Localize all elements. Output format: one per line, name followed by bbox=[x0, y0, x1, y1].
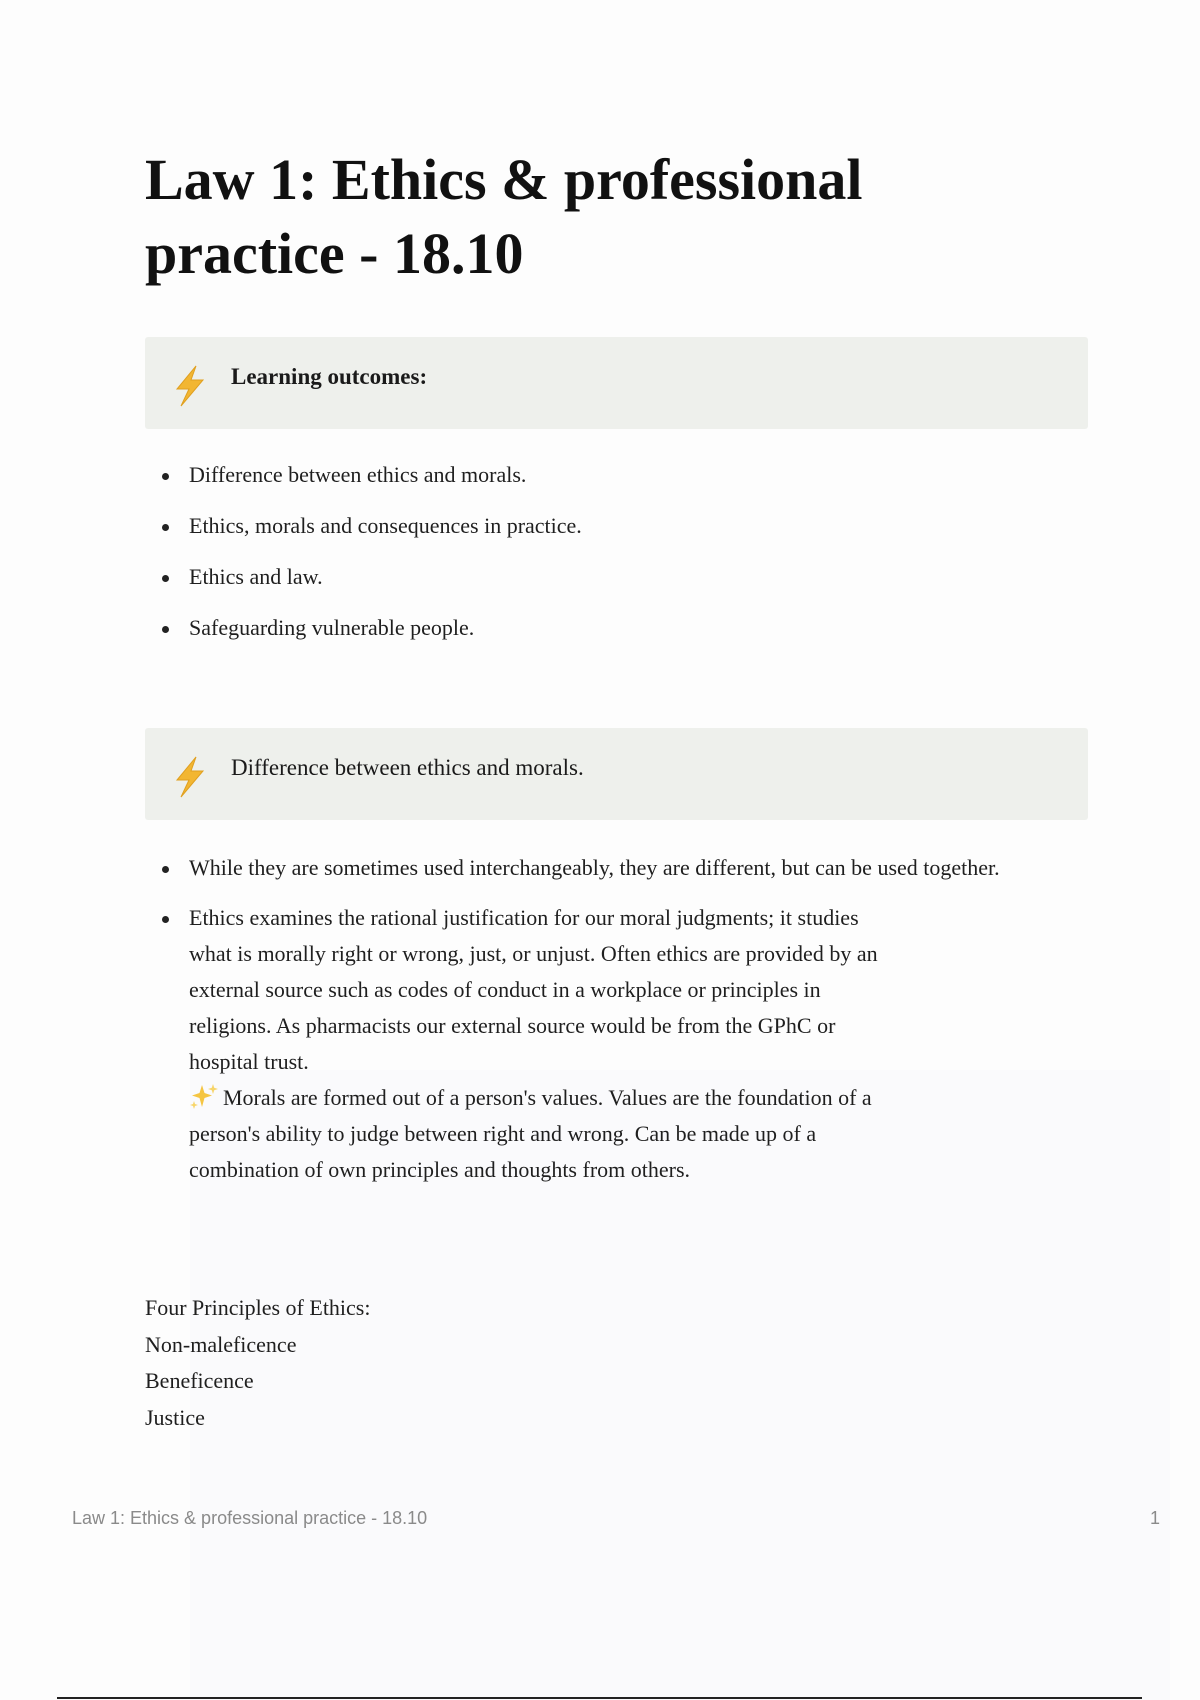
callout-heading: Difference between ethics and morals. bbox=[231, 755, 584, 780]
list-item: Difference between ethics and morals. bbox=[145, 457, 1105, 493]
principle-item: Non-maleficence bbox=[145, 1331, 297, 1357]
sparkles-icon bbox=[189, 1082, 219, 1110]
footer-title: Law 1: Ethics & professional practice - 18.10 bbox=[72, 1508, 428, 1528]
text-line: Ethics examines the rational justification for our moral judgments; it studies bbox=[189, 905, 859, 930]
list-item-text: While they are sometimes used interchangeably, they are different, but can be used together. bbox=[189, 855, 1000, 880]
text-line: religions. As pharmacists our external source would be from the GPhC or bbox=[189, 1013, 836, 1038]
text-line: combination of own principles and thoughts from others. bbox=[189, 1157, 691, 1182]
list-item: Ethics, morals and consequences in practice. bbox=[145, 508, 1105, 544]
lightning-bolt-icon bbox=[170, 755, 210, 799]
principles-block bbox=[145, 1290, 370, 1436]
lightning-bolt-icon bbox=[170, 364, 210, 408]
ethics-morals-list bbox=[145, 850, 1105, 1202]
text-line: person's ability to judge between right and wrong. Can be made up of a bbox=[189, 1121, 817, 1146]
text-line: hospital trust. bbox=[189, 1049, 309, 1074]
principles-heading: Four Principles of Ethics: bbox=[145, 1295, 371, 1320]
list-item bbox=[145, 900, 1105, 1188]
callout-heading: Learning outcomes: bbox=[231, 364, 428, 389]
page-title: Law 1: Ethics & professional practice - 18.10 bbox=[145, 147, 863, 286]
learning-outcomes-list bbox=[145, 457, 1105, 661]
text-line: what is morally right or wrong, just, or unjust. Often ethics are provided by an bbox=[189, 941, 878, 966]
page-bottom-divider bbox=[57, 1697, 1142, 1699]
principle-item: Beneficence bbox=[145, 1368, 254, 1393]
morals-paragraph-first-line bbox=[189, 1080, 1105, 1116]
page-number: 1 bbox=[1149, 1508, 1160, 1528]
text-line: Morals are formed out of a person's values. Values are the foundation of a bbox=[223, 1085, 872, 1110]
list-item: Ethics and law. bbox=[145, 559, 1105, 595]
principle-item: Justice bbox=[145, 1404, 205, 1430]
list-item bbox=[145, 850, 1105, 886]
text-line: external source such as codes of conduct in a workplace or principles in bbox=[189, 977, 821, 1002]
ethics-morals-callout bbox=[145, 728, 1088, 820]
list-item: Safeguarding vulnerable people. bbox=[145, 610, 1105, 646]
learning-outcomes-callout bbox=[145, 337, 1088, 429]
